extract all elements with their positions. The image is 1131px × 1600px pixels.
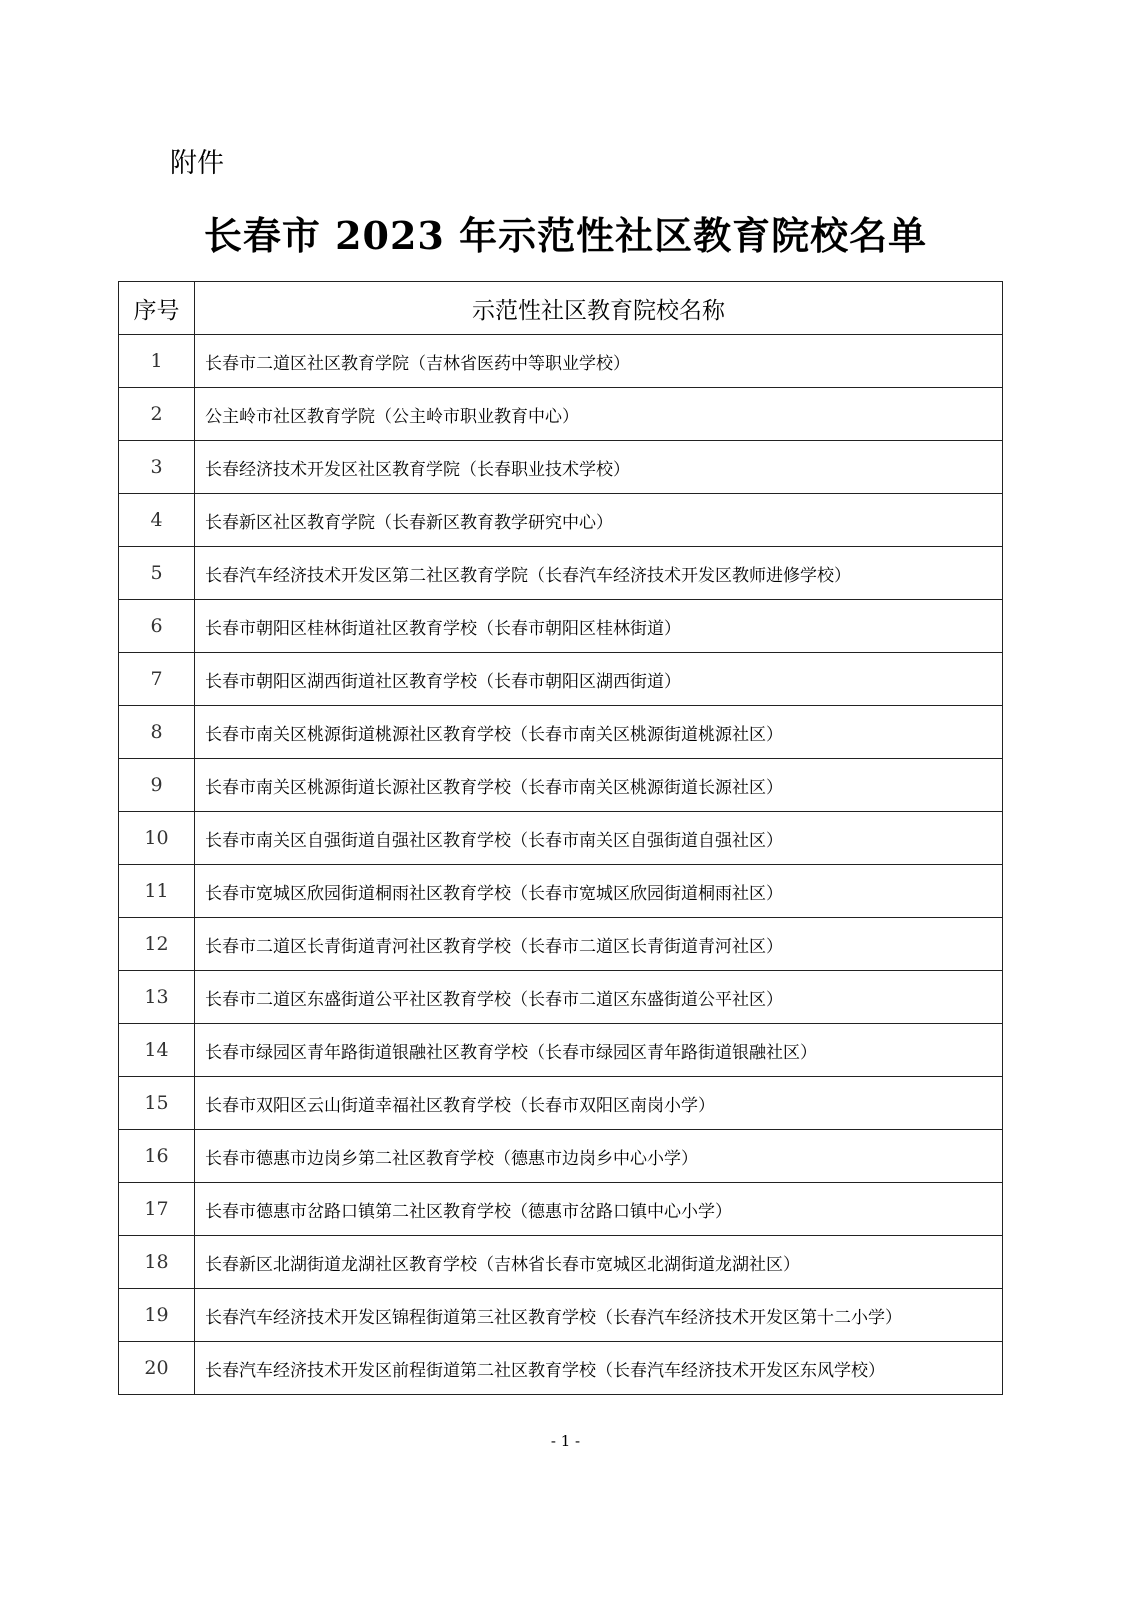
table-row xyxy=(119,1077,1003,1130)
row-number: 18 xyxy=(119,1236,195,1289)
row-number: 10 xyxy=(119,812,195,865)
table-row xyxy=(119,1130,1003,1183)
row-number: 12 xyxy=(119,918,195,971)
row-school-name: 长春新区北湖街道龙湖社区教育学校（吉林省长春市宽城区北湖街道龙湖社区） xyxy=(195,1236,1003,1289)
row-school-name: 长春市南关区桃源街道桃源社区教育学校（长春市南关区桃源街道桃源社区） xyxy=(195,706,1003,759)
row-number: 13 xyxy=(119,971,195,1024)
table-row xyxy=(119,1342,1003,1395)
row-school-name: 长春市朝阳区湖西街道社区教育学校（长春市朝阳区湖西街道） xyxy=(195,653,1003,706)
row-school-name: 长春汽车经济技术开发区锦程街道第三社区教育学校（长春汽车经济技术开发区第十二小学） xyxy=(195,1289,1003,1342)
row-school-name: 长春市德惠市岔路口镇第二社区教育学校（德惠市岔路口镇中心小学） xyxy=(195,1183,1003,1236)
row-school-name: 长春市二道区长青街道青河社区教育学校（长春市二道区长青街道青河社区） xyxy=(195,918,1003,971)
row-number: 20 xyxy=(119,1342,195,1395)
table-row xyxy=(119,441,1003,494)
school-list-table xyxy=(118,281,1003,1395)
row-number: 11 xyxy=(119,865,195,918)
attachment-label: 附件 xyxy=(170,148,224,179)
row-number: 4 xyxy=(119,494,195,547)
table-row xyxy=(119,494,1003,547)
row-number: 1 xyxy=(119,335,195,388)
header-serial-number: 序号 xyxy=(119,282,195,335)
row-number: 3 xyxy=(119,441,195,494)
row-school-name: 长春市南关区自强街道自强社区教育学校（长春市南关区自强街道自强社区） xyxy=(195,812,1003,865)
table-row xyxy=(119,706,1003,759)
row-school-name: 长春汽车经济技术开发区前程街道第二社区教育学校（长春汽车经济技术开发区东风学校） xyxy=(195,1342,1003,1395)
header-school-name: 示范性社区教育院校名称 xyxy=(195,282,1003,335)
table-row xyxy=(119,1183,1003,1236)
page-number: - 1 - xyxy=(550,1432,581,1450)
row-school-name: 长春市德惠市边岗乡第二社区教育学校（德惠市边岗乡中心小学） xyxy=(195,1130,1003,1183)
table-row xyxy=(119,388,1003,441)
table-row xyxy=(119,971,1003,1024)
table-row xyxy=(119,918,1003,971)
table-row xyxy=(119,1289,1003,1342)
table-header-row xyxy=(119,282,1003,335)
row-school-name: 长春市绿园区青年路街道银融社区教育学校（长春市绿园区青年路街道银融社区） xyxy=(195,1024,1003,1077)
row-school-name: 长春市南关区桃源街道长源社区教育学校（长春市南关区桃源街道长源社区） xyxy=(195,759,1003,812)
row-school-name: 长春市二道区社区教育学院（吉林省医药中等职业学校） xyxy=(195,335,1003,388)
row-school-name: 长春经济技术开发区社区教育学院（长春职业技术学校） xyxy=(195,441,1003,494)
row-school-name: 长春汽车经济技术开发区第二社区教育学院（长春汽车经济技术开发区教师进修学校） xyxy=(195,547,1003,600)
row-number: 8 xyxy=(119,706,195,759)
table-row xyxy=(119,759,1003,812)
table-row xyxy=(119,1236,1003,1289)
row-number: 5 xyxy=(119,547,195,600)
row-number: 6 xyxy=(119,600,195,653)
row-number: 7 xyxy=(119,653,195,706)
row-number: 16 xyxy=(119,1130,195,1183)
row-school-name: 长春市宽城区欣园街道桐雨社区教育学校（长春市宽城区欣园街道桐雨社区） xyxy=(195,865,1003,918)
row-number: 15 xyxy=(119,1077,195,1130)
row-school-name: 长春市双阳区云山街道幸福社区教育学校（长春市双阳区南岗小学） xyxy=(195,1077,1003,1130)
row-number: 14 xyxy=(119,1024,195,1077)
row-number: 9 xyxy=(119,759,195,812)
table-row xyxy=(119,547,1003,600)
row-number: 2 xyxy=(119,388,195,441)
row-school-name: 长春市二道区东盛街道公平社区教育学校（长春市二道区东盛街道公平社区） xyxy=(195,971,1003,1024)
table-row xyxy=(119,812,1003,865)
row-number: 17 xyxy=(119,1183,195,1236)
table-row xyxy=(119,1024,1003,1077)
table-row xyxy=(119,865,1003,918)
table-row xyxy=(119,335,1003,388)
row-school-name: 长春市朝阳区桂林街道社区教育学校（长春市朝阳区桂林街道） xyxy=(195,600,1003,653)
table-row xyxy=(119,653,1003,706)
row-school-name: 公主岭市社区教育学院（公主岭市职业教育中心） xyxy=(195,388,1003,441)
row-school-name: 长春新区社区教育学院（长春新区教育教学研究中心） xyxy=(195,494,1003,547)
table-row xyxy=(119,600,1003,653)
document-title: 长春市 2023 年示范性社区教育院校名单 xyxy=(203,213,928,258)
row-number: 19 xyxy=(119,1289,195,1342)
